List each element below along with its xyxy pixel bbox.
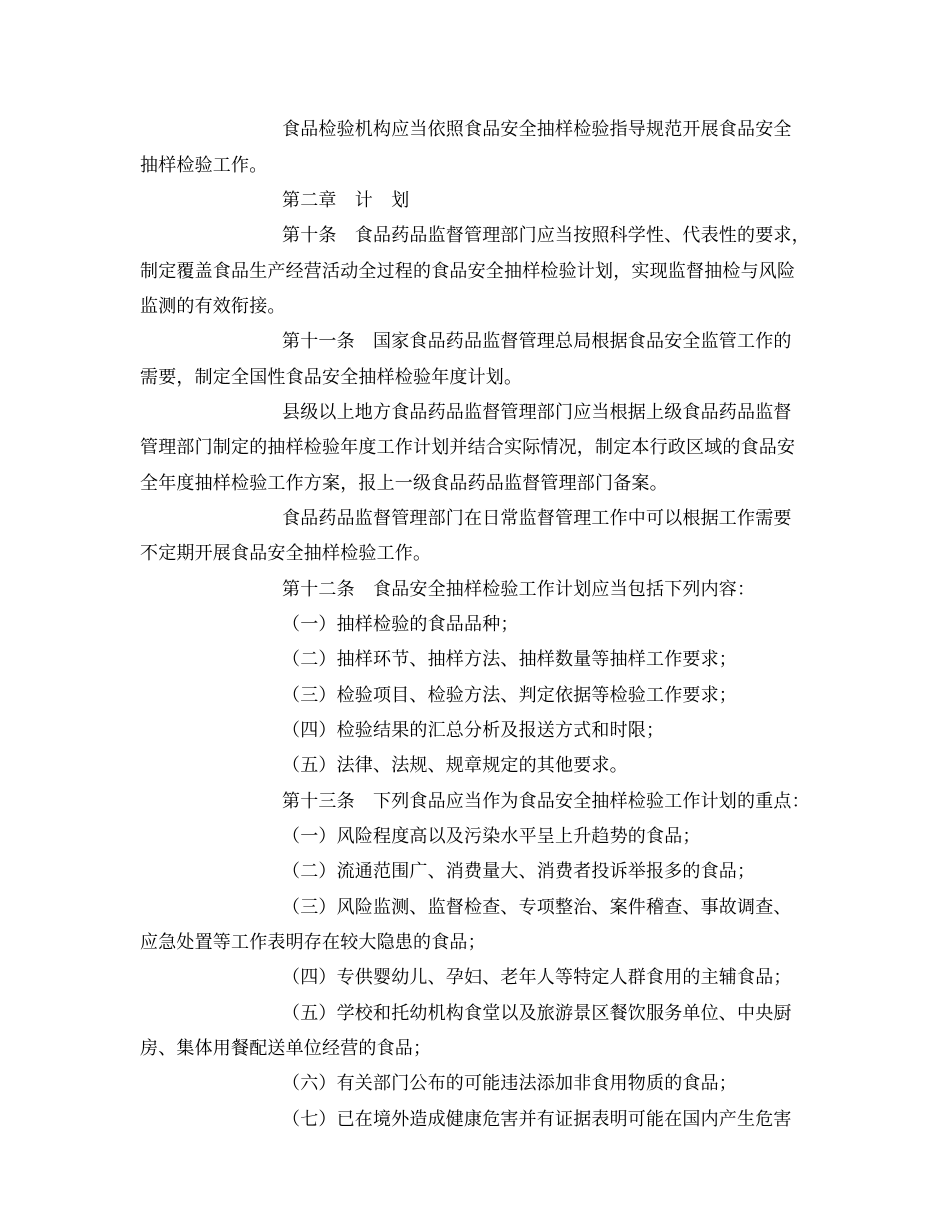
article-line: 第十条 食品药品监督管理部门应当按照科学性、代表性的要求， (282, 225, 810, 246)
article-line: 第十一条 国家食品药品监督管理总局根据食品安全监管工作的 (282, 331, 792, 352)
article-line: 第十三条 下列食品应当作为食品安全抽样检验工作计划的重点： (282, 791, 810, 812)
paragraph-line: 抽样检验工作。 (140, 155, 268, 176)
list-item: （三）风险监测、监督检查、专项整治、案件稽查、事故调查、 (282, 897, 792, 918)
article-line: 第十二条 食品安全抽样检验工作计划应当包括下列内容： (282, 579, 756, 600)
list-item: （五）学校和托幼机构食堂以及旅游景区餐饮服务单位、中央厨 (282, 1003, 792, 1024)
chapter-heading: 第二章 计 划 (282, 190, 410, 211)
list-item: （一）风险程度高以及污染水平呈上升趋势的食品； (282, 826, 701, 847)
paragraph-line: 制定覆盖食品生产经营活动全过程的食品安全抽样检验计划，实现监督抽检与风险 (140, 261, 796, 282)
paragraph-line: 应急处置等工作表明存在较大隐患的食品； (140, 932, 486, 953)
list-item: （七）已在境外造成健康危害并有证据表明可能在国内产生危害 (282, 1109, 792, 1130)
paragraph-line: 食品检验机构应当依照食品安全抽样检验指导规范开展食品安全 (282, 119, 792, 140)
list-item: （四）专供婴幼儿、孕妇、老年人等特定人群食用的主辅食品； (282, 967, 792, 988)
paragraph-line: 房、集体用餐配送单位经营的食品； (140, 1038, 432, 1059)
list-item: （一）抽样检验的食品品种； (282, 614, 519, 635)
list-item: （六）有关部门公布的可能违法添加非食用物质的食品； (282, 1073, 737, 1094)
list-item: （二）流通范围广、消费量大、消费者投诉举报多的食品； (282, 861, 756, 882)
paragraph-line: 需要，制定全国性食品安全抽样检验年度计划。 (140, 367, 523, 388)
paragraph-line: 监测的有效衔接。 (140, 296, 286, 317)
paragraph-line: 管理部门制定的抽样检验年度工作计划并结合实际情况，制定本行政区域的食品安 (140, 437, 796, 458)
list-item: （五）法律、法规、规章规定的其他要求。 (282, 755, 628, 776)
list-item: （四）检验结果的汇总分析及报送方式和时限； (282, 720, 665, 741)
paragraph-line: 县级以上地方食品药品监督管理部门应当根据上级食品药品监督 (282, 402, 792, 423)
list-item: （二）抽样环节、抽样方法、抽样数量等抽样工作要求； (282, 649, 737, 670)
paragraph-line: 食品药品监督管理部门在日常监督管理工作中可以根据工作需要 (282, 508, 792, 529)
list-item: （三）检验项目、检验方法、判定依据等检验工作要求； (282, 685, 737, 706)
paragraph-line: 不定期开展食品安全抽样检验工作。 (140, 543, 432, 564)
paragraph-line: 全年度抽样检验工作方案，报上一级食品药品监督管理部门备案。 (140, 473, 668, 494)
